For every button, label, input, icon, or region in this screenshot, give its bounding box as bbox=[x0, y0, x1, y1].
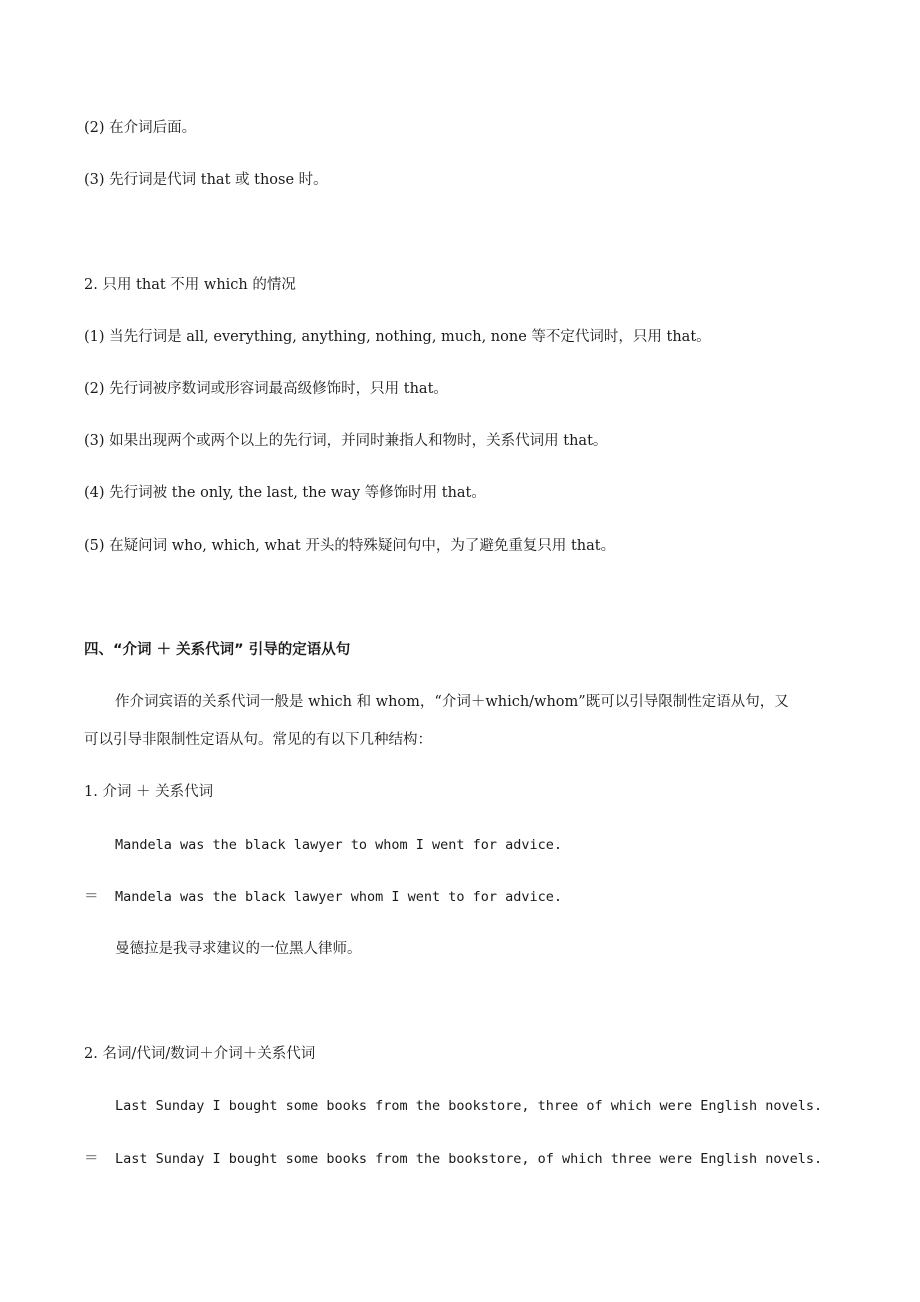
equals-sign-1: ＝ bbox=[84, 889, 99, 905]
list-item-indefinite-pronoun: (1) 当先行词是 all, everything, anything, nothing, much, none 等不定代词时，只用 that。 bbox=[84, 329, 711, 345]
list-item-prep-after: (2) 在介词后面。 bbox=[84, 120, 197, 136]
subsection-item-1: 1. 介词 ＋ 关系代词 bbox=[84, 784, 214, 800]
example-translation-1: 曼德拉是我寻求建议的一位黑人律师。 bbox=[115, 941, 362, 957]
section-heading-four: 四、“介词 ＋ 关系代词” 引导的定语从句 bbox=[84, 642, 351, 658]
equals-sign-2: ＝ bbox=[84, 1151, 99, 1167]
example-sentence-2a: Last Sunday I bought some books from the bookstore, three of which were English novels. bbox=[115, 1098, 823, 1114]
example-sentence-1b: Mandela was the black lawyer whom I went to for advice. bbox=[115, 889, 563, 905]
example-sentence-2b: Last Sunday I bought some books from the bookstore, of which three were English novels. bbox=[115, 1151, 823, 1167]
subsection-item-2: 2. 名词/代词/数词＋介词＋关系代词 bbox=[84, 1046, 316, 1062]
list-item-person-and-thing: (3) 如果出现两个或两个以上的先行词，并同时兼指人和物时，关系代词用 that。 bbox=[84, 433, 608, 449]
paragraph-line-1: 作介词宾语的关系代词一般是 which 和 whom，“介词＋which/whom”既可以引导限制性定语从句，又 bbox=[115, 694, 789, 710]
list-item-antecedent-pronoun: (3) 先行词是代词 that 或 those 时。 bbox=[84, 172, 328, 188]
list-item-ordinal-superlative: (2) 先行词被序数词或形容词最高级修饰时，只用 that。 bbox=[84, 381, 448, 397]
list-item-question-word: (5) 在疑问词 who, which, what 开头的特殊疑问句中，为了避免重复只用 that。 bbox=[84, 538, 616, 554]
list-item-the-only: (4) 先行词被 the only, the last, the way 等修饰时用 that。 bbox=[84, 485, 486, 501]
paragraph-line-2: 可以引导非限制性定语从句。常见的有以下几种结构： bbox=[84, 732, 432, 748]
example-sentence-1a: Mandela was the black lawyer to whom I went for advice. bbox=[115, 837, 563, 853]
section-heading-that-only: 2. 只用 that 不用 which 的情况 bbox=[84, 277, 296, 293]
